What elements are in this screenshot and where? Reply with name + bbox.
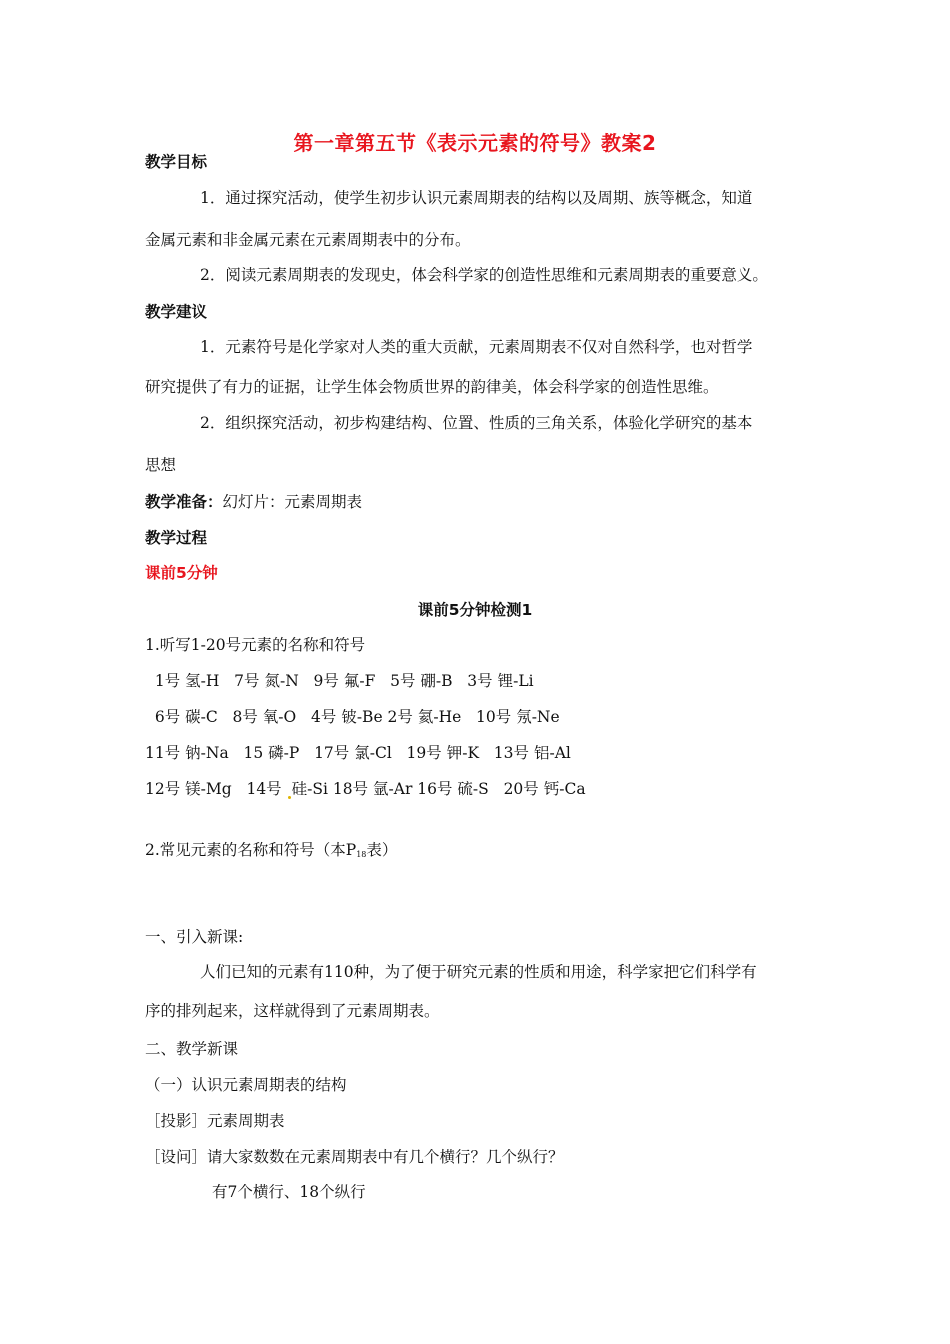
test-question-2: 2.常见元素的名称和符号（本$P_{18}$表） xyxy=(145,841,398,859)
suggest-item-1-line1: 1．元素符号是化学家对人类的重大贡献，元素周期表不仅对自然科学，也对哲学 xyxy=(200,338,753,356)
element-row-3: 11号 钠-Na 15 磷-P 17号 氯-Cl 19号 钾-K 13号 铝-Al xyxy=(145,744,571,762)
answer-line: 有7个横行、18个纵行 xyxy=(212,1183,366,1201)
goal-item-1-line1: 1．通过探究活动，使学生初步认识元素周期表的结构以及周期、族等概念，知道 xyxy=(200,189,753,207)
intro-paragraph-line2: 序的排列起来，这样就得到了元素周期表。 xyxy=(145,1002,440,1020)
element-row-2: 6号 碳-C 8号 氧-O 4号 铍-Be 2号 氦-He 10号 氖-Ne xyxy=(145,708,560,726)
element-row-1: 1号 氢-H 7号 氮-N 9号 氟-F 5号 硼-B 3号 锂-Li xyxy=(145,672,534,690)
prep-text: 幻灯片：元素周期表 xyxy=(222,493,363,511)
document-title: 第一章第五节《表示元素的符号》教案2 xyxy=(293,131,657,155)
heading-pre-class: 课前5分钟 xyxy=(145,564,218,582)
suggest-item-2-line2: 思想 xyxy=(145,456,177,474)
pre-class-test-title: 课前5分钟检测1 xyxy=(417,601,533,619)
heading-goals: 教学目标 xyxy=(145,153,208,171)
prep-line xyxy=(145,492,362,512)
subheading-table-structure: （一）认识元素周期表的结构 xyxy=(145,1076,347,1094)
heading-new-lesson: 二、教学新课 xyxy=(145,1040,239,1058)
element-row-4: 12号 镁-Mg 14号 硅-Si 18号 氩-Ar 16号 硫-S 20号 钙-Ca xyxy=(145,780,586,798)
suggest-item-1-line2: 研究提供了有力的证据，让学生体会物质世界的韵律美，体会科学家的创造性思维。 xyxy=(145,378,719,396)
heading-suggestions: 教学建议 xyxy=(145,303,208,321)
test-question-1: 1.听写1-20号元素的名称和符号 xyxy=(145,636,366,654)
suggest-item-2-line1: 2．组织探究活动，初步构建结构、位置、性质的三角关系，体验化学研究的基本 xyxy=(200,414,753,432)
prep-heading: 教学准备： xyxy=(145,493,223,511)
question-line: ［设问］请大家数数在元素周期表中有几个横行？几个纵行？ xyxy=(145,1148,564,1166)
goal-item-2: 2．阅读元素周期表的发现史，体会科学家的创造性思维和元素周期表的重要意义。 xyxy=(200,266,768,284)
heading-introduction: 一、引入新课: xyxy=(145,928,244,946)
heading-process: 教学过程 xyxy=(145,529,208,547)
goal-item-1-line2: 金属元素和非金属元素在元素周期表中的分布。 xyxy=(145,231,471,249)
intro-paragraph-line1: 人们已知的元素有110种，为了便于研究元素的性质和用途，科学家把它们科学有 xyxy=(200,963,757,981)
projection-line: ［投影］元素周期表 xyxy=(145,1112,285,1130)
marker-dot xyxy=(288,796,291,799)
